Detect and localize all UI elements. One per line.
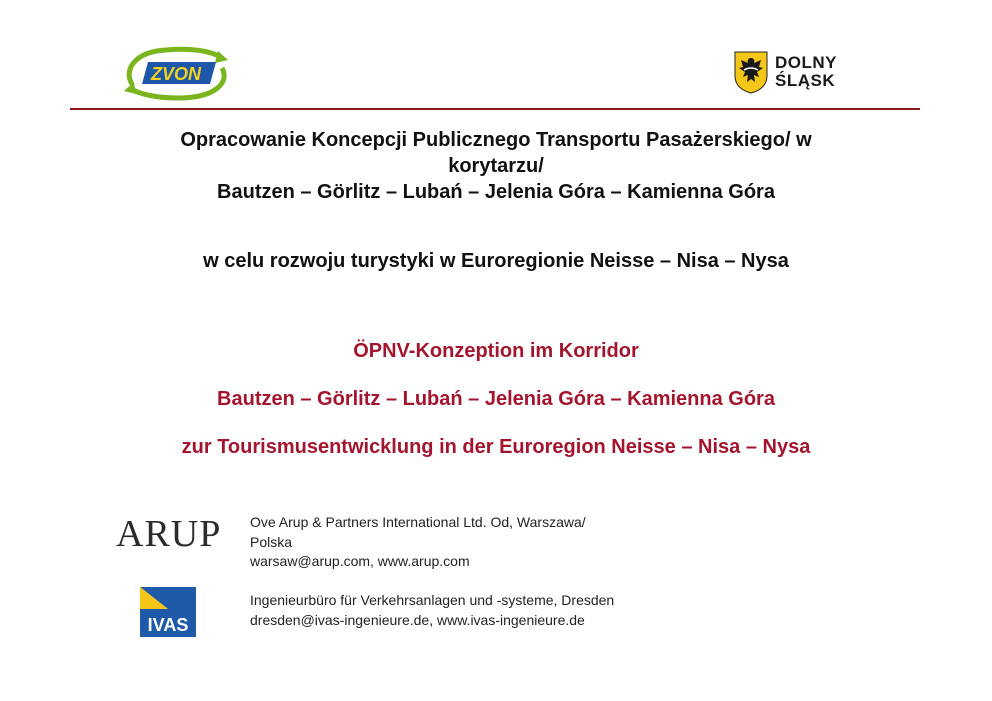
arup-contact — [250, 513, 670, 572]
title-polish-line1: Opracowanie Koncepcji Publicznego Transportu Pasażerskiego/ w — [180, 129, 812, 151]
ivas-contact — [250, 591, 710, 630]
ivas-company: Ingenieurbüro für Verkehrsanlagen und -systeme, Dresden — [250, 592, 615, 608]
title-polish — [90, 127, 902, 205]
zvon-logo — [118, 42, 236, 104]
ivas-wordmark: IVAS — [147, 615, 189, 635]
dolny-word: DOLNY — [775, 53, 837, 72]
dolny-slask-logo — [733, 50, 873, 98]
subtitle-polish: w celu rozwoju turystyki w Euroregionie Neisse – Nisa – Nysa — [203, 250, 789, 272]
subtitle-german: zur Tourismusentwicklung in der Euroregion Neisse – Nisa – Nysa — [181, 436, 811, 458]
title-polish-line2: korytarzu/ — [448, 155, 544, 177]
header-divider — [70, 108, 920, 110]
arup-country: Polska — [250, 533, 293, 550]
arup-logo: ARUP — [116, 513, 222, 555]
title-german: ÖPNV-Konzeption im Korridor — [353, 340, 639, 362]
arup-links: warsaw@arup.com, www.arup.com — [250, 553, 470, 569]
corridor-german: Bautzen – Görlitz – Lubań – Jelenia Góra – Kamienna Góra — [217, 388, 775, 410]
eagle-shield-icon — [733, 50, 769, 94]
slask-word: ŚLĄSK — [775, 71, 836, 90]
ivas-logo — [140, 587, 196, 637]
ivas-links: dresden@ivas-ingenieure.de, www.ivas-ingenieure.de — [250, 611, 585, 628]
zvon-wordmark: ZVON — [151, 64, 202, 84]
arup-company: Ove Arup & Partners International Ltd. Od, Warszawa/ — [250, 514, 586, 530]
title-polish-line3: Bautzen – Görlitz – Lubań – Jelenia Góra – Kamienna Góra — [217, 181, 775, 203]
